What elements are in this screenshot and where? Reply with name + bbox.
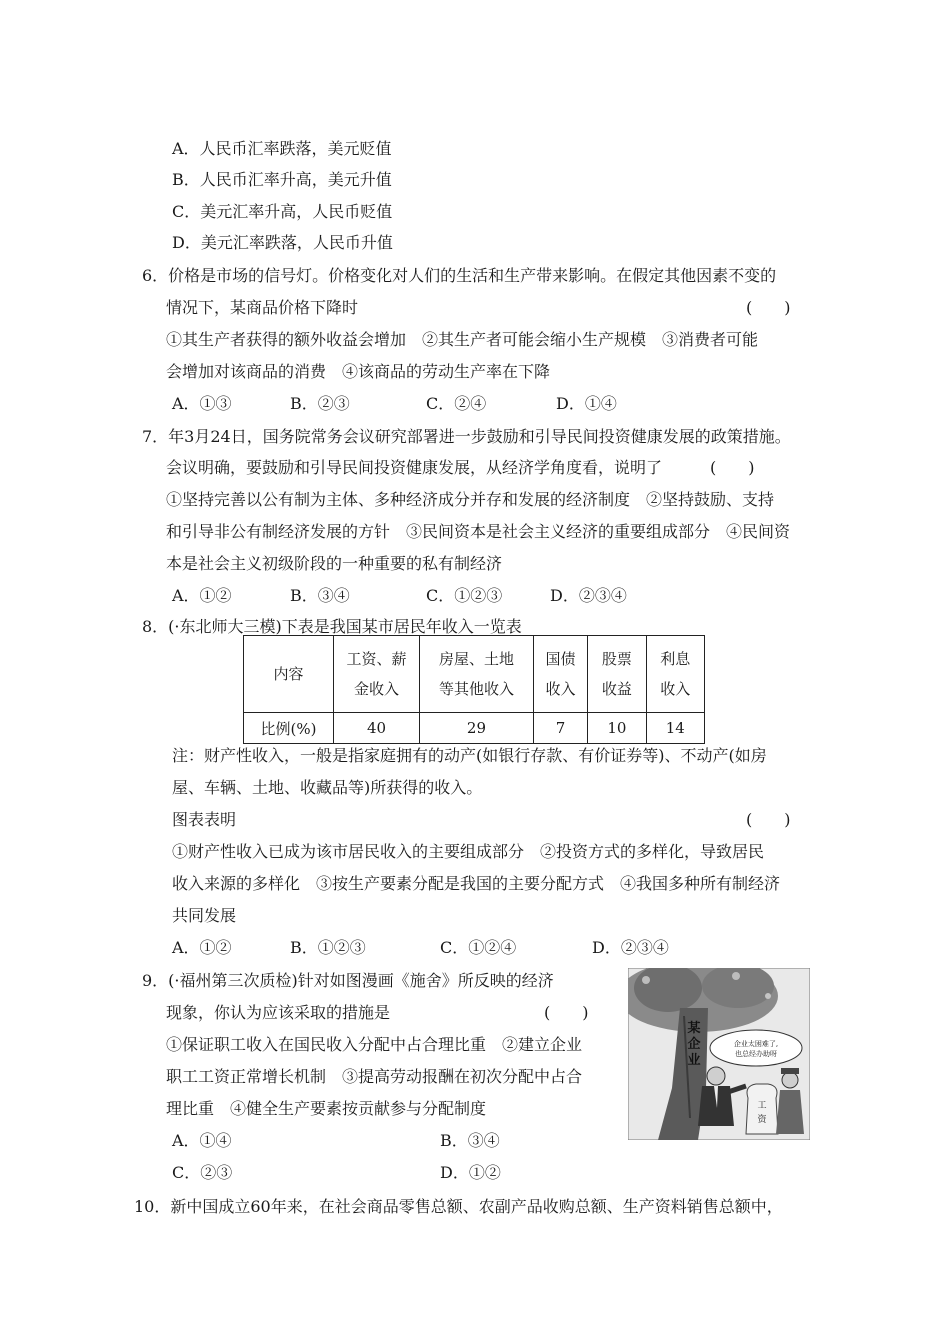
bubble-line2: 也总经办助呀 [735,1050,777,1058]
q8-statements-line1: ①财产性收入已成为该市居民收入的主要组成部分 ②投资方式的多样化，导致居民 [172,842,765,861]
q8-stem-line1: 8．(·东北师大三模)下表是我国某市居民年收入一览表 [142,617,522,636]
q7-choice-d: D．②③④ [550,586,627,605]
q8-statements-line3: 共同发展 [172,906,237,925]
q9-choice-b: B．③④ [440,1131,500,1150]
q7-choice-b: B．③④ [290,586,350,605]
q8-choice-a: A．①② [172,938,232,957]
q8-answer-bracket: ( ) [746,810,791,829]
q6-choice-a: A．①③ [172,394,232,413]
tree-label-char3: 业 [687,1053,701,1068]
income-table-row-label: 比例(%) [244,713,334,744]
q7-choices [0,585,950,607]
q9-choice-d: D．①② [440,1163,501,1182]
tree-label-char1: 某 [687,1021,701,1036]
charity-cartoon-image [628,968,810,1140]
q8-statements-line2: 收入来源的多样化 ③按生产要素分配是我国的主要分配方式 ④我国多种所有制经济 [172,874,781,893]
q7-stem-line1: 7．年3月24日，国务院常务会议研究部署进一步鼓励和引导民间投资健康发展的政策措施。 [142,427,791,446]
q5-option-d: D．美元汇率跌落，人民币升值 [172,233,393,252]
q9-statements-line2: 职工工资正常增长机制 ③提高劳动报酬在初次分配中占合 [166,1067,583,1086]
q9-choice-c: C．②③ [172,1163,233,1182]
q7-choice-a: A．①② [172,586,232,605]
income-table-header-interest: 利息 收入 [646,636,704,713]
q7-stem-line2: 会议明确，要鼓励和引导民间投资健康发展，从经济学角度看，说明了 [166,458,663,477]
q6-choice-c: C．②④ [426,394,487,413]
q10-stem-line1: 10．新中国成立60年来，在社会商品零售总额、农副产品收购总额、生产资料销售总额中， [134,1197,783,1216]
income-table-value-row [244,713,705,744]
q6-statements-line1: ①其生产者获得的额外收益会增加 ②其生产者可能会缩小生产规模 ③消费者可能 [166,330,759,349]
income-table-cell: 29 [420,713,534,744]
q8-note-line2: 屋、车辆、土地、收藏品等)所获得的收入。 [172,778,483,797]
income-table-header-bond: 国债 收入 [533,636,587,713]
q9-choice-a: A．①④ [172,1131,232,1150]
q5-option-b: B．人民币汇率升高，美元升值 [172,170,392,189]
q6-choices [0,393,950,415]
tree-label-char2: 企 [687,1037,701,1052]
q7-answer-bracket: ( ) [710,458,755,477]
q6-statements-line2: 会增加对该商品的消费 ④该商品的劳动生产率在下降 [166,362,551,381]
income-table-header-label: 内容 [244,636,334,713]
income-table-cell: 40 [334,713,420,744]
q8-choice-c: C．①②④ [440,938,517,957]
q8-choices [0,937,950,959]
bag-label-char1: 工 [757,1101,767,1111]
q6-stem-line2: 情况下，某商品价格下降时 [166,298,359,317]
q8-prompt: 图表表明 [172,810,237,829]
q5-option-a: A．人民币汇率跌落，美元贬值 [172,139,392,158]
income-table-cell: 7 [533,713,587,744]
q7-statements-line1: ①坚持完善以公有制为主体、多种经济成分并存和发展的经济制度 ②坚持鼓励、支持 [166,490,775,509]
q8-choice-d: D．②③④ [592,938,669,957]
q9-stem-line1: 9．(·福州第三次质检)针对如图漫画《施舍》所反映的经济 [142,971,554,990]
income-table-cell: 10 [588,713,646,744]
bubble-line1: 企业太困难了, [733,1040,779,1048]
q8-note-line1: 注：财产性收入，一般是指家庭拥有的动产(如银行存款、有价证券等)、不动产(如房 [172,746,767,765]
q6-choice-b: B．②③ [290,394,350,413]
income-table-header-row [244,636,705,713]
income-table [243,635,705,744]
q7-choice-c: C．①②③ [426,586,503,605]
income-table-header-property: 房屋、土地 等其他收入 [420,636,534,713]
q9-statements-line3: 理比重 ④健全生产要素按贡献参与分配制度 [166,1099,487,1118]
q9-choices-row1 [0,1130,620,1152]
bag-label-char2: 资 [757,1115,767,1125]
income-table-cell: 14 [646,713,704,744]
q7-statements-line3: 本是社会主义初级阶段的一种重要的私有制经济 [166,554,503,573]
q7-statements-line2: 和引导非公有制经济发展的方针 ③民间资本是社会主义经济的重要组成部分 ④民间资 [166,522,791,541]
q5-option-c: C．美元汇率升高，人民币贬值 [172,202,393,221]
q6-choice-d: D．①④ [556,394,617,413]
income-table-header-stock: 股票 收益 [588,636,646,713]
q6-answer-bracket: ( ) [746,298,791,317]
income-table-header-wage: 工资、薪 金收入 [334,636,420,713]
q8-choice-b: B．①②③ [290,938,366,957]
q9-choices-row2 [0,1162,620,1184]
q6-stem-line1: 6．价格是市场的信号灯。价格变化对人们的生活和生产带来影响。在假定其他因素不变的 [142,266,777,285]
q9-statements-line1: ①保证职工收入在国民收入分配中占合理比重 ②建立企业 [166,1035,583,1054]
q9-stem-line2: 现象，你认为应该采取的措施是 [166,1003,391,1022]
q9-answer-bracket: ( ) [544,1003,589,1022]
